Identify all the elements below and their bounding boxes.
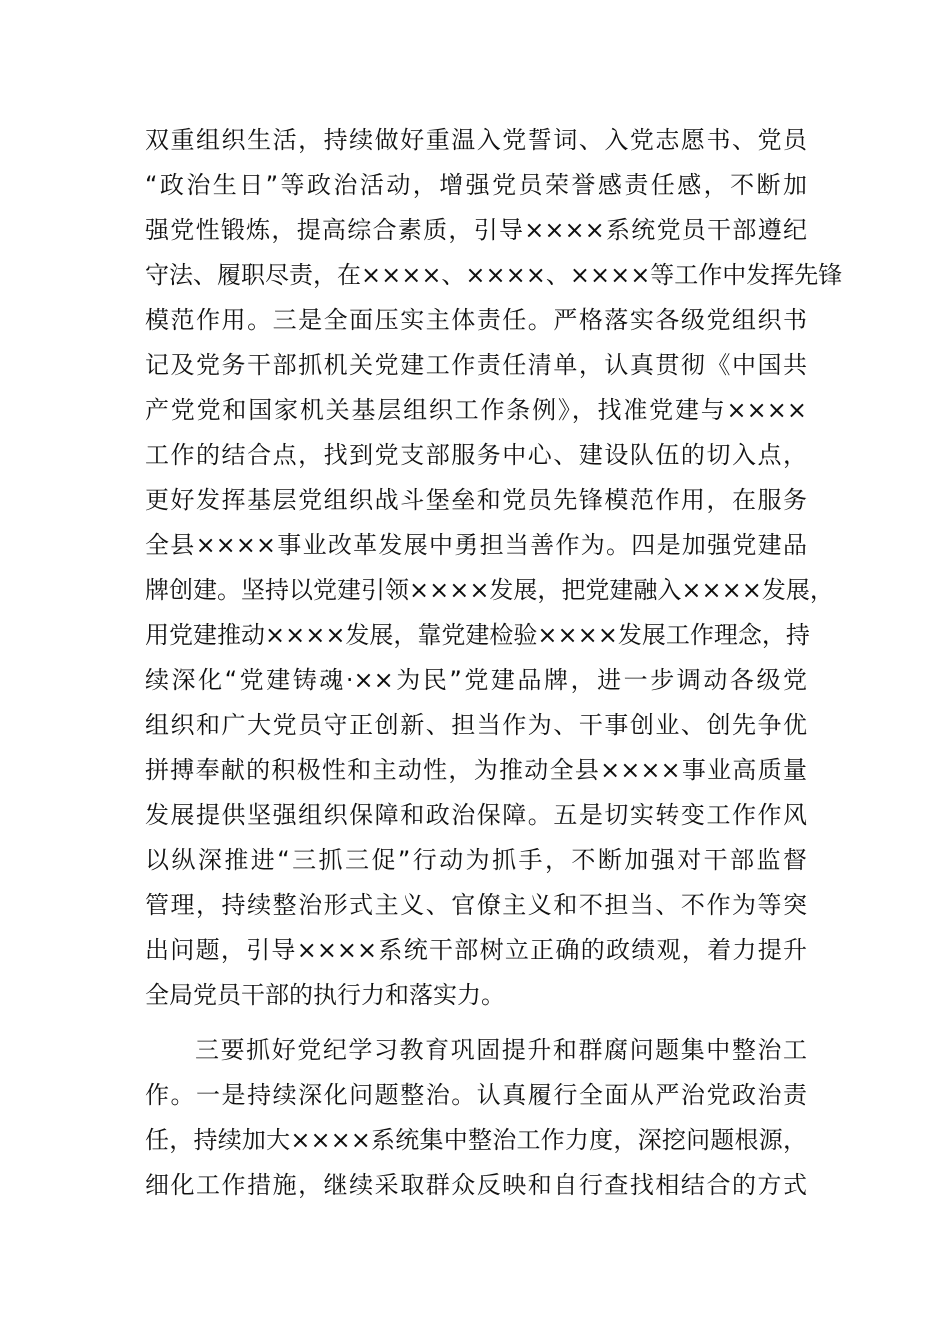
text-line: 拼搏奉献的积极性和主动性，为推动全县××××事业高质量 xyxy=(145,756,807,784)
text-line: 出问题，引导××××系统干部树立正确的政绩观，着力提升 xyxy=(145,936,807,964)
text-line: 任，持续加大××××系统集中整治工作力度，深挖问题根源， xyxy=(145,1126,807,1154)
text-line: 模范作用。三是全面压实主体责任。严格落实各级党组织书 xyxy=(145,306,807,334)
text-line: 作。一是持续深化问题整治。认真履行全面从严治党政治责 xyxy=(145,1081,807,1109)
text-line: 细化工作措施，继续采取群众反映和自行查找相结合的方式 xyxy=(145,1171,807,1199)
text-line: 续深化“党建铸魂·××为民”党建品牌，进一步调动各级党 xyxy=(145,666,807,694)
text-line: 用党建推动××××发展，靠党建检验××××发展工作理念，持 xyxy=(145,621,810,649)
text-line: 更好发挥基层党组织战斗堡垒和党员先锋模范作用，在服务 xyxy=(145,486,807,514)
text-line: 强党性锻炼，提高综合素质，引导××××系统党员干部遵纪 xyxy=(145,216,807,244)
text-line: 工作的结合点，找到党支部服务中心、建设队伍的切入点， xyxy=(145,441,807,469)
text-line: 管理，持续整治形式主义、官僚主义和不担当、不作为等突 xyxy=(145,891,807,919)
text-line: “政治生日”等政治活动，增强党员荣誉感责任感，不断加 xyxy=(145,171,807,199)
text-line: 产党党和国家机关基层组织工作条例》，找准党建与×××× xyxy=(145,396,807,424)
text-line: 守法、履职尽责，在××××、××××、××××等工作中发挥先锋 xyxy=(145,261,843,289)
text-line: 以纵深推进“三抓三促”行动为抓手，不断加强对干部监督 xyxy=(145,846,807,874)
text-line: 双重组织生活，持续做好重温入党誓词、入党志愿书、党员 xyxy=(145,126,807,154)
text-line: 全县××××事业改革发展中勇担当善作为。四是加强党建品 xyxy=(145,531,807,559)
text-line: 发展提供坚强组织保障和政治保障。五是切实转变工作作风 xyxy=(145,801,807,829)
text-line: 记及党务干部抓机关党建工作责任清单，认真贯彻《中国共 xyxy=(145,351,807,379)
text-line: 牌创建。坚持以党建引领××××发展，把党建融入××××发展， xyxy=(145,576,834,604)
text-line: 三要抓好党纪学习教育巩固提升和群腐问题集中整治工 xyxy=(195,1036,807,1064)
text-line: 组织和广大党员守正创新、担当作为、干事创业、创先争优 xyxy=(145,711,807,739)
text-line: 全局党员干部的执行力和落实力。 xyxy=(145,981,505,1009)
